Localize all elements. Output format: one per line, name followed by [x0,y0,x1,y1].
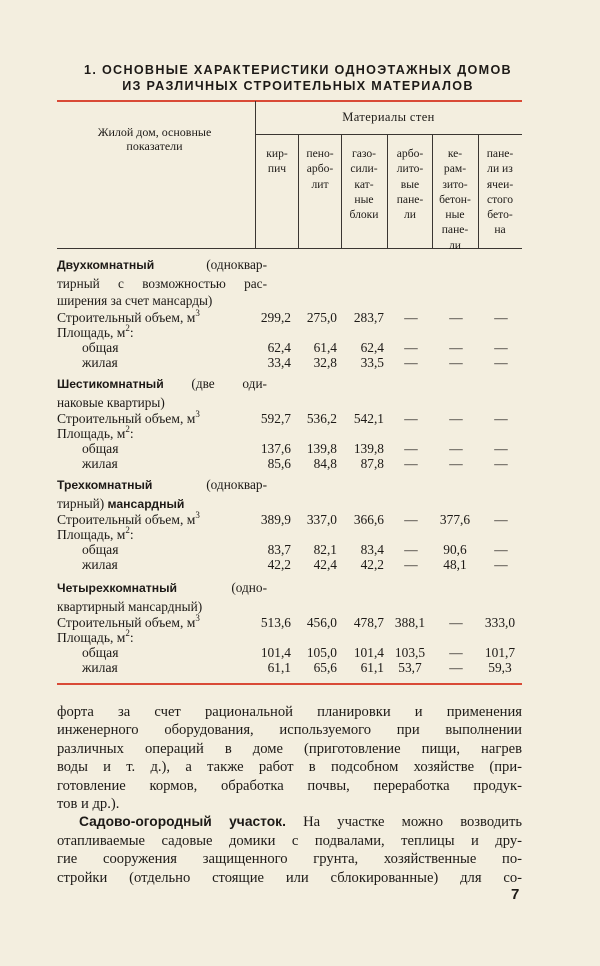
group-title-line [57,476,267,495]
column-header-line: зито- [442,177,468,191]
cell-living: 65,6 [313,660,337,675]
row-label-text: Площадь, м [57,527,126,542]
table-top-rule [57,100,522,102]
row-label-area [57,322,134,340]
row-label-text: Строительный объем, м [57,411,196,426]
cell-total: — [404,441,418,456]
paragraph-2-first-line [57,813,522,831]
row-label-sup: 2 [125,424,130,434]
row-label-living: жилая [82,660,118,675]
header-main-line-1: Жилой дом, основные [97,125,212,139]
column-header-2 [300,146,340,192]
group-title-line [57,375,267,394]
cell-total: — [449,441,463,456]
column-header-line: кир- [266,147,288,160]
group-title-line [57,292,267,310]
cell-living: 61,1 [360,660,384,675]
row-label-sup: 3 [195,613,200,623]
column-header-4 [388,146,432,222]
text-line: форта за счет рациональной планировки и применения [57,704,522,720]
cell-volume: 388,1 [394,615,426,630]
cell-total: 137,6 [260,441,291,456]
column-header-line: ячеи- [486,177,514,191]
text-line: тов и др.). [57,796,120,813]
row-label-text: Строительный объем, м [57,309,196,325]
cell-total: — [494,542,508,557]
cell-volume: 377,6 [439,512,471,527]
cell-volume: 389,9 [260,512,291,527]
text-line: воды и т. д.), а также работ в подсобном хозяйстве (при- [57,759,522,776]
cell-volume: 592,7 [260,411,291,426]
cell-volume: 478,7 [353,615,384,630]
cell-volume: 333,0 [484,615,516,630]
paragraph-heading: Садово-огородный участок. [79,814,286,830]
row-label-text: Строительный объем, м [57,512,196,527]
cell-living: — [404,354,418,370]
row-label-living: жилая [82,456,118,471]
body-text [57,703,522,887]
cell-living: 87,8 [360,456,384,471]
group-title-bold: Четырехкомнатный [57,581,178,595]
row-label-colon: : [129,527,134,542]
column-header-line: лит [311,177,329,191]
group-title-text: (одноквар- [152,477,267,492]
row-label-text: Строительный объем, м [57,615,196,630]
column-header-line: пане- [396,192,424,206]
cell-total: — [449,339,463,355]
column-header-line: арбо- [306,162,334,176]
column-header-line: лито- [396,162,424,176]
cell-total: 83,7 [267,542,291,557]
text-line: различных операций в доме (приготовление пищи, нагрев [57,740,522,757]
cell-living: 61,1 [267,660,291,675]
column-header-line: газо- [351,147,377,160]
column-header-line: сили- [350,162,378,176]
cell-total: — [404,339,418,355]
row-label-living: жилая [82,557,118,572]
cell-living: 53,7 [398,660,422,675]
page-number: 7 [511,886,520,903]
cell-volume: 366,6 [353,512,384,527]
column-divider-1 [298,134,299,248]
cell-volume: 513,6 [260,615,291,630]
column-header-line: ные [354,192,374,206]
cell-living: 85,6 [267,456,291,471]
row-label-total: общая [82,645,119,660]
header-main [62,125,247,153]
row-label-text: Площадь, м [57,426,126,441]
row-label-sup: 3 [195,307,200,318]
cell-total: 103,5 [394,645,426,660]
cell-living: — [494,456,508,471]
cell-living: — [449,354,463,370]
cell-living: 33,5 [360,354,384,370]
paragraph-2-line-rest: На участке можно возводить [285,814,522,831]
cell-living: — [449,660,463,675]
header-materials: Материалы стен [342,110,435,124]
cell-living: 42,2 [267,557,291,572]
cell-living: — [404,456,418,471]
text-line: инженерного оборудования, используемого при выполнении [57,722,522,739]
text-line: гие сооружения защищенного грунта, хозяйственные по- [57,851,522,868]
column-header-line: блоки [349,208,379,222]
table-title-line-1: 1. ОСНОВНЫЕ ХАРАКТЕРИСТИКИ ОДНОЭТАЖНЫХ ДОМОВ [84,63,512,77]
column-header-line: стого [486,192,514,206]
group-title-text: наковые квартиры) [57,394,165,410]
column-header-line: пич [267,162,287,176]
cell-volume: — [494,512,508,527]
row-label-sup: 3 [195,409,200,419]
cell-total: 61,4 [313,339,337,355]
column-header-line: вые [400,177,420,191]
cell-total: 139,8 [353,441,384,456]
header-materials-rule [255,134,522,135]
row-label-total: общая [82,441,119,456]
group-title-text: квартирный мансардный) [57,598,203,614]
group-title-bold: мансардный [107,496,185,511]
group-title-4 [57,579,267,615]
cell-total: — [404,542,418,557]
cell-volume: — [449,615,463,630]
cell-total: — [494,441,508,456]
group-title-line [57,394,267,412]
cell-volume: 456,0 [306,615,337,630]
cell-living: 48,1 [443,557,467,572]
cell-total: 101,4 [260,645,291,660]
cell-volume: — [449,411,463,426]
row-label-colon: : [129,426,134,441]
group-title-2 [57,375,267,411]
cell-volume: — [449,309,463,325]
group-title-text: тирный) [57,495,108,511]
text-line: отапливаемые садовые домики с подвалами, теплицы и дру- [57,832,522,849]
cell-living: 42,2 [360,557,384,572]
group-title-text: (две оди- [163,376,267,391]
cell-total: 101,4 [353,645,384,660]
column-header-line: бетон- [439,192,471,206]
cell-total: 62,4 [360,339,384,355]
column-header-5 [433,146,477,253]
cell-total: 101,7 [484,645,516,660]
column-header-line: пено- [306,147,334,160]
cell-volume: — [404,309,418,325]
row-label-text: Площадь, м [57,324,126,340]
cell-volume: 536,2 [306,411,337,426]
table-bottom-rule [57,683,522,685]
column-header-line: рам- [443,162,467,176]
column-header-line: ке- [447,147,463,160]
group-title-line [57,598,267,616]
row-label-sup: 2 [125,525,130,535]
row-label-text: Площадь, м [57,630,126,645]
column-header-6 [479,146,521,238]
group-title-bold: Трехкомнатный [57,478,153,492]
cell-volume: — [404,411,418,426]
row-label-total: общая [82,542,119,557]
cell-living: 33,4 [267,354,291,370]
column-header-line: кат- [354,177,374,191]
row-label-area [57,426,134,441]
cell-living: 42,4 [313,557,337,572]
cell-volume: 299,2 [260,309,291,325]
cell-total: 105,0 [306,645,337,660]
column-header-line: ные [445,208,465,222]
column-header-line: пане- [441,223,469,237]
cell-living: 32,8 [313,354,337,370]
group-title-text: ширения за счет мансарды) [57,293,213,308]
group-title-line [57,495,267,514]
column-header-line: пане- [486,147,514,160]
group-title-bold: Шестикомнатный [57,377,164,391]
column-header-3 [342,146,386,222]
group-title-line [57,275,267,293]
cell-living: — [404,557,418,572]
header-main-line-2: показатели [126,139,183,153]
group-title-text: тирный с возможностью рас- [57,275,267,291]
cell-volume: 337,0 [306,512,337,527]
cell-volume: 275,0 [306,309,337,325]
row-label-sup: 3 [195,510,200,520]
cell-living: 59,3 [488,660,512,675]
row-label-colon: : [129,324,134,340]
text-line: готовление кормов, обработка почвы, переработка продук- [57,777,522,794]
cell-total: 90,6 [443,542,467,557]
cell-total: 139,8 [306,441,337,456]
cell-volume: — [494,309,508,325]
cell-total: 82,1 [313,542,337,557]
column-header-line: ли из [487,162,513,176]
cell-total: 62,4 [267,339,291,355]
group-title-text: (одноквар- [154,257,267,272]
group-title-bold: Двухкомнатный [57,258,155,272]
group-title-1 [57,256,267,310]
column-header-line: ли [404,208,416,222]
cell-total: — [494,339,508,355]
cell-total: — [449,645,463,660]
cell-volume: 542,1 [353,411,384,426]
cell-volume: 283,7 [353,309,384,325]
row-label-area [57,630,134,645]
row-label-area [57,527,134,542]
column-header-line: на [494,223,506,237]
row-label-sup: 2 [125,322,130,333]
cell-total: 83,4 [360,542,384,557]
column-header-line: ли [449,238,461,252]
table-title [56,62,540,94]
cell-living: — [494,557,508,572]
group-title-line [57,579,267,598]
cell-living: 84,8 [313,456,337,471]
table-title-line-2: ИЗ РАЗЛИЧНЫХ СТРОИТЕЛЬНЫХ МАТЕРИАЛОВ [122,79,474,93]
cell-volume: — [404,512,418,527]
text-line: стройки (отдельно стоящие или сблокированные) для со- [57,869,522,886]
group-title-3 [57,476,267,513]
column-header-line: бето- [487,208,513,222]
column-header-1 [257,146,297,177]
cell-living: — [494,354,508,370]
cell-living: — [449,456,463,471]
row-label-sup: 2 [125,628,130,638]
row-label-living: жилая [82,354,118,370]
row-label-colon: : [129,630,134,645]
row-label-total: общая [82,339,119,355]
group-title-text: (одно- [177,580,267,595]
group-title-line [57,256,267,275]
cell-volume: — [494,411,508,426]
column-header-line: арбо- [396,147,424,160]
